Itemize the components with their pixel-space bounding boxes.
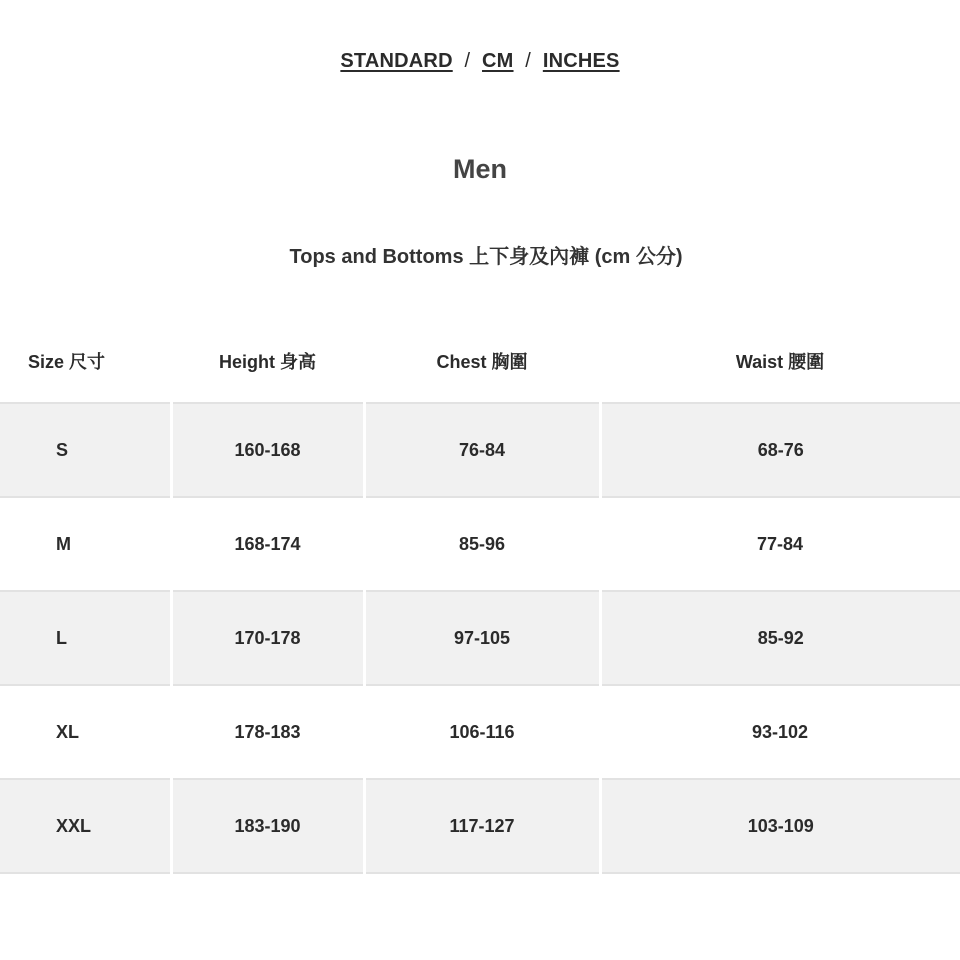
cell-waist: 85-92 xyxy=(600,591,960,685)
header-height: Height 身高 xyxy=(171,320,364,403)
cell-size: XXL xyxy=(0,779,171,873)
cell-height: 178-183 xyxy=(171,685,364,779)
cell-waist: 103-109 xyxy=(600,779,960,873)
size-chart-table xyxy=(0,320,960,874)
cell-chest: 117-127 xyxy=(364,779,600,873)
cell-height: 168-174 xyxy=(171,497,364,591)
cell-waist: 77-84 xyxy=(600,497,960,591)
cell-size: L xyxy=(0,591,171,685)
page-title: Men xyxy=(453,154,507,184)
cell-chest: 106-116 xyxy=(364,685,600,779)
cell-chest: 76-84 xyxy=(364,403,600,497)
header-chest: Chest 胸圍 xyxy=(364,320,600,403)
table-row xyxy=(0,685,960,779)
header-size: Size 尺寸 xyxy=(0,320,171,403)
table-row xyxy=(0,591,960,685)
table-header-row xyxy=(0,320,960,403)
cell-waist: 68-76 xyxy=(600,403,960,497)
cell-chest: 97-105 xyxy=(364,591,600,685)
table-row xyxy=(0,779,960,873)
cell-size: XL xyxy=(0,685,171,779)
cell-size: S xyxy=(0,403,171,497)
unit-cm-link[interactable]: CM xyxy=(482,50,514,72)
unit-standard-link[interactable]: STANDARD xyxy=(340,50,453,72)
table-caption: Tops and Bottoms 上下身及內褲 (cm 公分) xyxy=(289,246,683,268)
cell-chest: 85-96 xyxy=(364,497,600,591)
unit-switcher xyxy=(0,50,960,73)
cell-size: M xyxy=(0,497,171,591)
unit-inches-link[interactable]: INCHES xyxy=(542,50,620,72)
table-row xyxy=(0,497,960,591)
header-waist: Waist 腰圍 xyxy=(600,320,960,403)
cell-waist: 93-102 xyxy=(600,685,960,779)
cell-height: 160-168 xyxy=(171,403,364,497)
unit-separator: / xyxy=(525,50,532,72)
cell-height: 170-178 xyxy=(171,591,364,685)
cell-height: 183-190 xyxy=(171,779,364,873)
unit-separator: / xyxy=(464,50,471,72)
table-row xyxy=(0,403,960,497)
